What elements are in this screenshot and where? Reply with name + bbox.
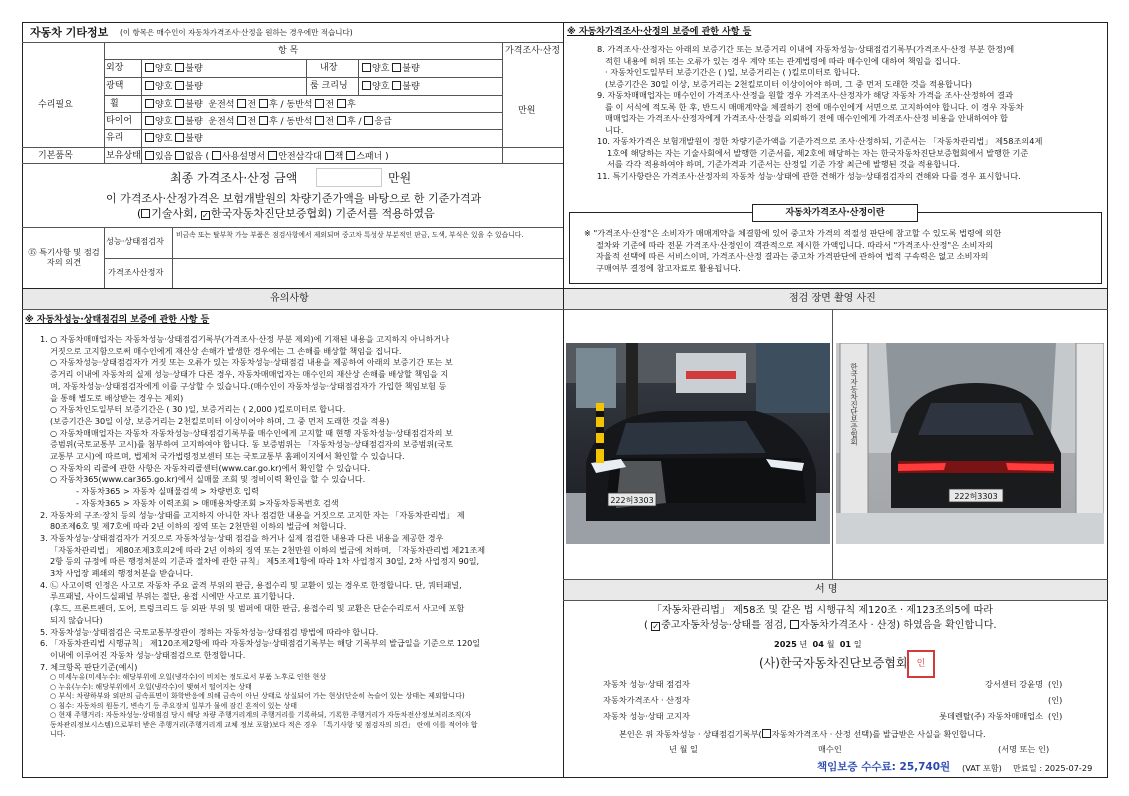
signature-line1: 「자동차관리법」 제58조 및 같은 법 시행규칙 제120조 · 제123조의5에 따라 <box>652 605 993 616</box>
price-inspector-label: 가격조사산정자 <box>108 267 164 277</box>
notice-line: ○ 자동차의 리콜에 관한 사항은 자동차리콜센터(www.car.go.kr)에서 확인할 수 있습니다. <box>50 462 371 473</box>
role-label: 자동차가격조사 · 산정자 <box>603 695 690 705</box>
col-item-header: 항 목 <box>278 46 299 56</box>
performance-checked-checkbox[interactable]: ✓ <box>652 622 659 631</box>
notice-line: (보증기간은 30일 이상, 보증거리는 2천킬로미터 이상이어야 하며, 그 중 먼저 도래한 것을 적용) <box>50 415 390 426</box>
notice-line: - 자동차365 > 자동차 실매물검색 > 차량번호 입력 <box>76 486 259 497</box>
warranty-fee-vat: (VAT 포함) <box>962 763 1002 773</box>
price-definition-title: 자동차가격조사·산정이란 <box>752 204 918 222</box>
notice-line: ○ 자동차성능·상태점검자가 거짓 또는 오류가 있는 자동차성능·상태점검 내용을 제공하여 아래의 보증기간 또는 보 <box>50 357 453 368</box>
notice-line: 80조제6호 및 제7호에 따라 2년 이하의 징역 또는 2천만원 이하의 벌금에 처합니다. <box>50 521 347 532</box>
notice-line: 5. 자동차성능·상태점검은 국토교통부장관이 정하는 자동차성능·상태점검 방법에 따라야 합니다. <box>40 626 379 637</box>
wheel-driver-rear-checkbox[interactable] <box>259 99 268 108</box>
warranty-expire: 만료일 : 2025-07-29 <box>1013 763 1093 773</box>
front-car-photo <box>566 343 830 544</box>
role-value: 롯데렌탈(주) 자동차매매업소 <box>939 711 1043 721</box>
organization-name: (사)한국자동차진단보증협회 <box>759 656 908 670</box>
price-unit: 만원 <box>518 106 536 116</box>
front-plate-text: 222허3303 <box>610 496 654 505</box>
notice-title: ※ 자동차성능·상태점검의 보증에 관한 사항 등 <box>25 315 210 325</box>
notice-line: 증거리 이내에 자동차의 실제 성능·상태가 다른 경우, 자동차매매업자는 매수인의 재산상 손해를 배상할 책임을 지 <box>50 369 449 380</box>
manual-checkbox[interactable] <box>212 151 221 160</box>
gloss-bad-checkbox[interactable] <box>175 81 184 90</box>
opinion-label: ⑮ 특기사항 및 점검자의 의견 <box>28 247 100 268</box>
possession-no-checkbox[interactable] <box>175 151 184 160</box>
price-notes-body: 8. 가격조사·산정자는 아래의 보증기간 또는 보증거리 이내에 자동차성능·상태점검기록부(가격조사·산정 부분 한정)에 적힌 내용에 허위 또는 오류가 있는 경우 계약 또는 관계법령에 따라 매수인에 대하여 책임을 집니다. · 자동차인도일부터 보증기간은 ( )일, 보증거리는 ( )킬로미터로 합니다. (보증기간은 30일 이상, 보증거리는 2천킬로미터 이상이어야 하며, 그 중 먼저 도래한 것을 적용합니다) 9. 자동차매매업자는 매수인이 가격조사·산정을 원할 경우 가격조사·산정자가 해당 자동차 가격을 조사·산정하여 결과 를 이 서식에 적도록 한 후, 반드시 매매계약을 체결하기 전에 매수인에게 서면으로 고지하여야 합니다. 이 경우 자동차 매매업자는 가격조사·산정자에게 가격조사·산정을 의뢰하기 전에 매수인에게 가격조사·산정 비용을 안내하여야 합 니다. 10. 자동차가격은 보험개발원이 정한 차량기준가액을 기준가격으로 조사·산정하되, 기준서는 「자동차관리법」 제58조의4제 1호에 해당하는 자는 기술사회에서 발행한 기준서를, 제2호에 해당하는 자는 한국자동차진단보증협회에서 발행한 기준 서를 각각 적용하여야 하며, 기준가격과 기준서는 산정일 기준 가장 최근에 발행된 것을 적용합니다. 11. 특기사항란은 가격조사·산정자의 자동차 성능·상태에 관한 견해가 성능·상태점검자의 견해와 다를 경우 표시합니다. <box>597 44 1043 181</box>
notice-line: ○ 부식: 차량하부와 외판의 금속표면이 화학반응에 의해 금속이 아닌 상태로 상실되어 가는 현상(단순히 녹슬어 있는 상태는 제외합니다) <box>50 692 465 701</box>
notice-line: ○ 미세누유(미세누수): 해당부위에 오일(냉각수)이 비치는 정도로서 부품 노후로 인한 현상 <box>50 673 327 682</box>
final-price-label: 최종 가격조사·산정 금액 <box>170 171 298 185</box>
photo-header: 점검 장면 촬영 사진 <box>789 293 876 304</box>
warranty-fee: 책임보증 수수료: 25,740원 <box>817 761 951 773</box>
row-glass: 유리 <box>106 133 124 143</box>
rear-plate-text: 222허3303 <box>954 492 998 501</box>
basic-label: 기본품목 <box>38 151 73 161</box>
notice-line: 니다. <box>50 730 66 739</box>
role-sign: (인) <box>1048 679 1063 689</box>
gloss-good-checkbox[interactable] <box>145 81 154 90</box>
price-checked-checkbox[interactable] <box>790 620 799 629</box>
tire-passenger-front-checkbox[interactable] <box>315 116 324 125</box>
notice-body <box>40 334 560 740</box>
organization-seal: 인 <box>907 650 935 678</box>
role-sign: (인) <box>1048 695 1063 705</box>
tech-society-checkbox[interactable] <box>141 209 150 218</box>
row-possession: 보유상태 <box>106 151 141 161</box>
notice-line: 7. 체크항목 판단기준(예시) <box>40 661 138 672</box>
row-tire: 타이어 <box>106 116 133 126</box>
receipt-confirm: 본인은 위 자동차성능 · 상태점검기록부( 자동차가격조사 · 산정 선택)를 발급받은 사실을 확인합니다. <box>619 729 986 739</box>
interior-bad-checkbox[interactable] <box>392 63 401 72</box>
notice-line: 되지 않습니다) <box>50 614 103 625</box>
notice-line: 증범위(국토교통부 고시)를 첨부하여 고지하여야 합니다. 동 보증범위는 「자동차성능·상태점검자의 보증범위(국토 <box>50 439 453 450</box>
exterior-good-checkbox[interactable] <box>145 63 154 72</box>
notice-line: - 자동차365 > 자동차 이력조회 > 매매용차량조회 >자동차등록번호 검색 <box>76 497 339 508</box>
glass-bad-checkbox[interactable] <box>175 133 184 142</box>
notice-line: ○ 자동차365(www.car365.go.kr)에서 실매물 조회 및 정비이력 확인을 할 수 있습니다. <box>50 474 366 485</box>
possession-options: 있음 없음 ( 사용설명서 안전삼각대 잭 스패너 ) <box>145 151 389 162</box>
notice-line: 거짓으로 고지함으로써 매수인에게 재산상 손해가 발생한 경우에는 그 손해를 배상할 책임을 집니다. <box>50 345 402 356</box>
notice-line: 3차 사업장 폐쇄의 행정처분을 받습니다. <box>50 568 194 579</box>
notice-line: (후드, 프론트펜더, 도어, 트렁크리드 등 외판 부위 및 범퍼에 대한 판금, 용접수리 및 교환은 단순수리로서 사고에 포함 <box>50 603 465 614</box>
row-room-clean: 룸 크리닝 <box>310 81 348 91</box>
receipt-price-checkbox[interactable] <box>762 729 771 738</box>
notice-line: 2항 등의 규정에 따른 행정처분의 기준과 절차에 관한 규칙」 제5조제1항에 따라 1차 사업정지 30일, 2차 사업정지 90일, <box>50 556 480 567</box>
row-interior: 내장 <box>320 63 338 73</box>
jack-checkbox[interactable] <box>325 151 334 160</box>
issue-date: 2025 년 04 월 01 일 <box>774 639 862 649</box>
basis-line1: 이 가격조사·산정가격은 보험개발원의 차량기준가액을 바탕으로 한 기준가격과 <box>106 192 482 205</box>
room-clean-good-checkbox[interactable] <box>362 81 371 90</box>
exterior-options: 양호 불량 <box>145 63 203 74</box>
signature-header: 서 명 <box>815 584 838 595</box>
row-exterior: 외장 <box>106 63 124 73</box>
room-clean-bad-checkbox[interactable] <box>392 81 401 90</box>
wheel-passenger-rear-checkbox[interactable] <box>337 99 346 108</box>
possession-yes-checkbox[interactable] <box>145 151 154 160</box>
kadia-checkbox[interactable]: ✓ <box>201 211 209 220</box>
notice-line: ○ 누유(누수): 해당부위에서 오일(냉각수)이 맺혀서 떨어지는 상태 <box>50 682 252 691</box>
exterior-bad-checkbox[interactable] <box>175 63 184 72</box>
notice-line: 며, 자동차성능·상태점검자에게 이를 구상할 수 있습니다.(매수인이 자동차성능·상태점검자가 가입한 책임보험 등 <box>50 380 447 391</box>
section-title: 자동차 기타정보 <box>30 26 109 39</box>
notice-line: 3. 자동차성능·상태점검자가 거짓으로 자동차성능·상태 점검을 하거나 실제 점검한 내용과 다른 내용을 제공한 경우 <box>40 532 444 543</box>
buyer-sign: (서명 또는 인) <box>998 744 1050 754</box>
wheel-good-checkbox[interactable] <box>145 99 154 108</box>
notice-line: 2. 자동차의 구조·장치 등의 성능·상태를 고지하지 아니한 자나 점검한 내용을 거짓으로 고지한 자는 「자동차관리법」 제 <box>40 509 465 520</box>
role-label: 자동차 성능·상태 점검자 <box>603 679 690 689</box>
wheel-options: 양호 불량 운전석 전 후 / 동반석 전 후 <box>145 99 356 110</box>
glass-good-checkbox[interactable] <box>145 133 154 142</box>
row-gloss: 광택 <box>106 81 124 91</box>
notice-line: 루프패널, 사이드실패널 부위는 절단, 용접 시에만 사고로 표기합니다. <box>50 591 295 602</box>
glass-options: 양호 불량 <box>145 133 203 144</box>
gloss-options: 양호 불량 <box>145 81 203 92</box>
notice-line: 이내에 이루어진 자동차 성능·상태점검으로 한정합니다. <box>50 649 246 660</box>
buyer-label: 매수인 <box>818 744 842 754</box>
role-value: 강서센터 강윤명 <box>985 679 1043 689</box>
notice-line: ○ 자동차매매업자는 자동차 자동차성능·상태점검기록부를 매수인에게 고지할 때 현행 자동차성능·상태점검자의 보 <box>50 427 453 438</box>
center-divider <box>563 22 564 778</box>
final-price-unit: 만원 <box>388 171 412 185</box>
tire-driver-front-checkbox[interactable] <box>237 116 246 125</box>
tire-driver-rear-checkbox[interactable] <box>259 116 268 125</box>
price-notes-title: ※ 자동차가격조사·산정의 보증에 관한 사항 등 <box>567 27 752 37</box>
notice-line: ○ 자동차인도일부터 보증기간은 ( 30 )일, 보증거리는 ( 2,000 )킬로미터로 합니다. <box>50 404 346 415</box>
notice-line: 6. 「자동차관리법 시행규칙」 제120조제2항에 따라 자동차성능·상태점검기록부는 해당 기록부의 발급일을 기준으로 120일 <box>40 638 481 649</box>
section-note: (이 항목은 매수인이 자동차가격조사·산정을 원하는 경우에만 적습니다) <box>120 28 353 37</box>
notice-header: 유의사항 <box>270 293 309 304</box>
notice-line: 1. ○ 자동차매매업자는 자동차성능·상태점검기록부(가격조사·산정 부분 제외)에 기재된 내용을 고지하지 아니하거나 <box>40 334 450 344</box>
role-label: 자동차 성능·상태 고지자 <box>603 711 690 721</box>
notice-line: 교통부 고시)에 따르며, 법제처 국가법령정보센터 또는 국토교통부 홈페이지에서 확인할 수 있습니다. <box>50 451 405 462</box>
triangle-checkbox[interactable] <box>268 151 277 160</box>
tire-emergency-checkbox[interactable] <box>364 116 373 125</box>
notice-line: 「자동차관리법」 제80조제3호의2에 따라 2년 이하의 징역 또는 2천만원 이하의 벌금에 처하며, 「자동차관리법 제21조제 <box>50 544 486 555</box>
final-price-input[interactable] <box>316 168 382 187</box>
tire-bad-checkbox[interactable] <box>175 116 184 125</box>
col-price-header: 가격조사·산정 <box>505 46 561 56</box>
wheel-bad-checkbox[interactable] <box>175 99 184 108</box>
gate-sign-text: 한국자동차진단보증협회 <box>849 363 859 446</box>
receipt-date: 년 월 일 <box>669 744 698 754</box>
notice-line: ○ 현재 주행거리: 자동차성능·상태점검 당시 해당 차량 주행거리계의 주행거리를 기록하되, 기록한 주행거리가 자동차전산정보처리조직(자 <box>50 711 472 720</box>
spanner-checkbox[interactable] <box>346 151 355 160</box>
notice-line: 을 통해 별도로 배상받는 경우는 제외) <box>50 392 184 403</box>
repair-label: 수리필요 <box>38 100 73 110</box>
signature-line2: ( ✓ 중고자동차성능·상태를 점검, 자동차가격조사 · 산정) 하였음을 확인합니다. <box>644 620 997 631</box>
room-clean-options: 양호 불량 <box>362 81 420 92</box>
wheel-passenger-front-checkbox[interactable] <box>315 99 324 108</box>
perf-inspector-label: 성능·상태점검자 <box>106 236 164 246</box>
tire-options: 양호 불량 운전석 전 후 / 동반석 전 후 / 응급 <box>145 116 392 127</box>
interior-options: 양호 불량 <box>362 63 420 74</box>
interior-good-checkbox[interactable] <box>362 63 371 72</box>
notice-line: 4. ㉡ 사고이력 인정은 사고로 자동차 주요 골격 부위의 판금, 용접수리 및 교환이 있는 경우로 한정합니다. 단, 쿼터패널, <box>40 579 462 590</box>
role-sign: (인) <box>1048 711 1063 721</box>
basis-line2: ( 기술사회, ✓ 한국자동차진단보증협회) 기준서를 적용하였음 <box>137 207 435 220</box>
price-definition-text: ※ "가격조사·산정"은 소비자가 매매계약을 체결함에 있어 중고차 가격의 적절성 판단에 참고할 수 있도록 법령에 의한 절차와 기준에 따라 전문 가격조사·산정인이 객관적으로 제시한 가액입니다. 따라서 "가격조사·산정"은 소비자의 자율적 선택에 따른 서비스이며, 가격조사·산정 결과는 중고차 가격판단에 관하여 법적 구속력은 없고 소비자의 구매여부 결정에 참고자료로 활용됩니다. <box>584 228 1002 273</box>
wheel-driver-front-checkbox[interactable] <box>237 99 246 108</box>
perf-inspector-note: 비금속 또는 탈부착 가능 부품은 점검사항에서 제외되며 중고차 특성상 부분적인 판금, 도색, 부식은 있을 수 있습니다. <box>176 231 524 239</box>
tire-passenger-rear-checkbox[interactable] <box>337 116 346 125</box>
row-wheel: 휠 <box>110 99 119 109</box>
tire-good-checkbox[interactable] <box>145 116 154 125</box>
notice-line: ○ 침수: 자동차의 원동기, 변속기 등 주요장치 일부가 물에 잠긴 흔적이 있는 상태 <box>50 701 298 710</box>
rear-car-photo <box>836 343 1104 544</box>
notice-line: 동차관리정보시스템)으로부터 받은 주행거리(주행거리계 교체 정보 포함)보다 적은 경우 「특기사항 및 점검자의 의견」 란에 이를 적어야 합 <box>50 720 478 729</box>
